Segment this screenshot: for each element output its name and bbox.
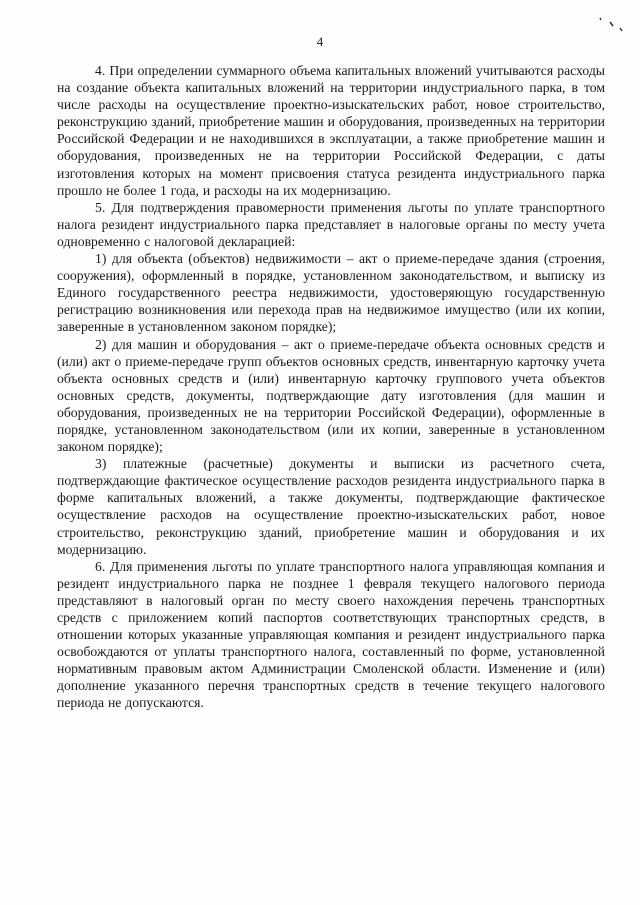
paragraph-4: 4. При определении суммарного объема капитальных вложений учитываются расходы на создание объекта капитальных вложений на территории индустриального парка, в том числе расходы на осуществление проектно-изыскательских работ, новое строительство, реконструкцию зданий, приобретение машин и оборудования, произведенных на территории Российской Федерации и не находившихся в эксплуатации, а также приобретение машин и оборудования, произведенных не на территории Российской Федерации, с даты изготовления которых на момент присвоения статуса резидента индустриального парка прошло не более 1 года, и расходы на их модернизацию.	[57, 63, 605, 198]
paragraph-5-item-3: 3) платежные (расчетные) документы и выписки из расчетного счета, подтверждающие фактическое осуществление расходов резидента индустриального парка в форме капитальных вложений, а также документы, подтверждающие фактическое осуществление расходов на осуществление проектно-изыскательских работ, новое строительство, реконструкцию зданий, приобретение машин и оборудования и их модернизацию.	[57, 456, 605, 557]
page-number: 4	[316, 34, 324, 49]
paragraph-5: 5. Для подтверждения правомерности применения льготы по уплате транспортного налога резидент индустриального парка представляет в налоговые органы по месту учета одновременно с налоговой декларацией:	[57, 199, 605, 249]
paragraph-5-item-2: 2) для машин и оборудования – акт о приеме-передаче объекта основных средств и (или) акт о приеме-передаче групп объектов основных средств, инвентарную карточку учета объекта основных средств и (или) инвентарную карточку группового учета объектов основных средств, документы, подтверждающие дату изготовления (для машин и оборудования, произведенных не на территории Российской Федерации), оформленные в порядке, установленном законодательством (или их копии, заверенные в установленном законом порядке);	[57, 336, 605, 455]
paragraph-6: 6. Для применения льготы по уплате транспортного налога управляющая компания и резидент индустриального парка не позднее 1 февраля текущего налогового периода представляют в налоговый орган по месту своего нахождения перечень транспортных средств с приложением копий паспортов соответствующих транспортных средств, в отношении которых указанные управляющая компания и резидент индустриального парка освобождаются от уплаты транспортного налога, составленный по форме, установленной нормативным правовым актом Администрации Смоленской области. Изменение и (или) дополнение указанного перечня транспортных средств в течение текущего налогового периода не допускаются.	[57, 558, 605, 711]
scan-artifact-marks	[596, 12, 626, 34]
paragraph-5-item-1: 1) для объекта (объектов) недвижимости – акт о приеме-передаче здания (строения, сооружения), оформленный в порядке, установленном законодательством, и выписку из Единого государственного реестра недвижимости, удостоверяющую государственную регистрацию возникновения или перехода прав на недвижимое имущество (или их копии, заверенные в установленном законом порядке);	[57, 251, 605, 335]
document-body	[57, 62, 605, 712]
